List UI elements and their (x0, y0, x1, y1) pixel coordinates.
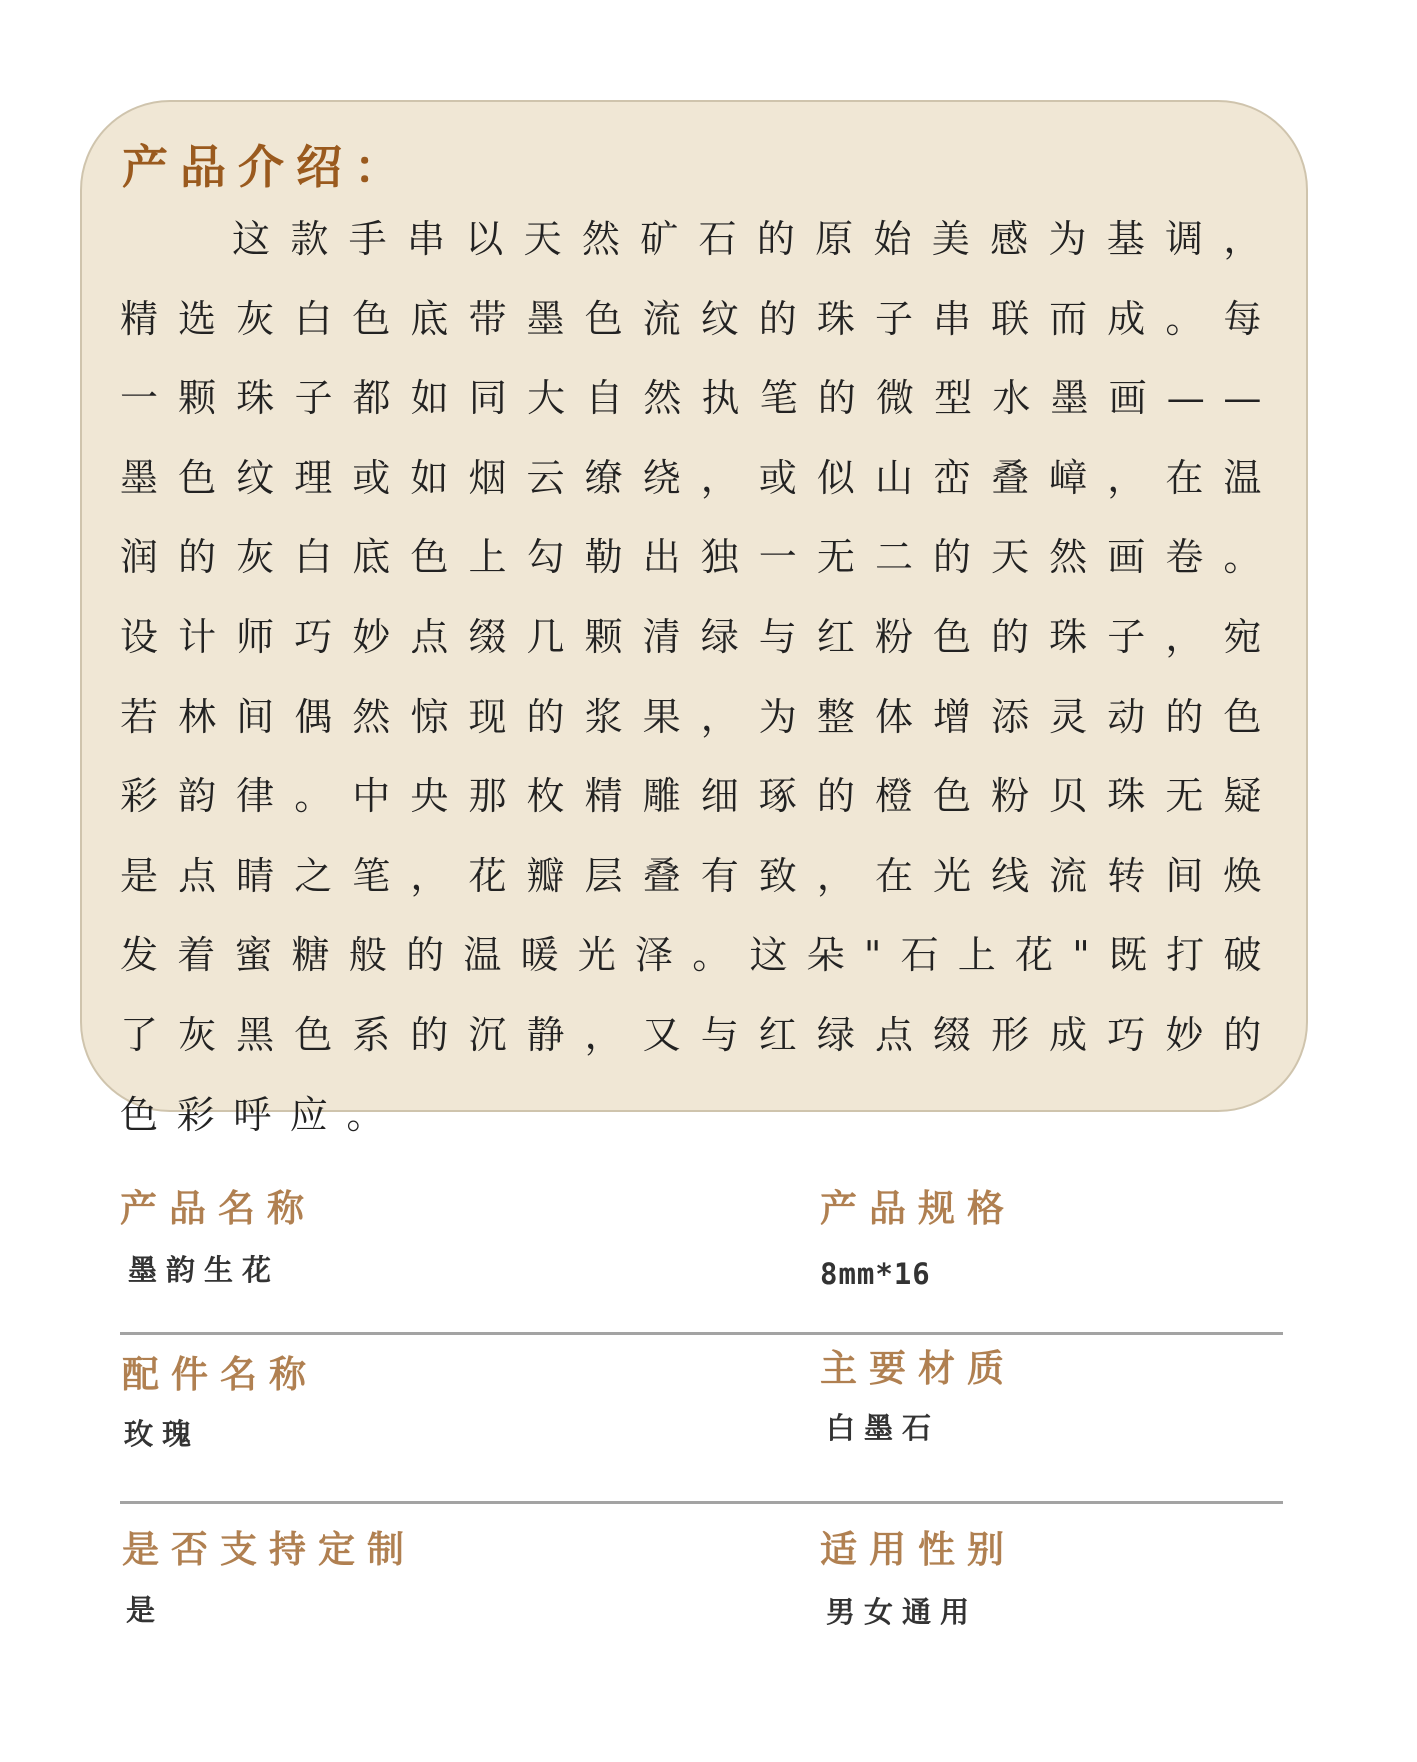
product-name-label: 产品名称 (120, 1186, 316, 1230)
gender-label: 适用性别 (820, 1527, 1016, 1571)
gender-value: 男女通用 (826, 1595, 979, 1629)
product-size-value: 8mm*16 (820, 1257, 931, 1291)
customizable-label: 是否支持定制 (122, 1527, 416, 1571)
intro-heading: 产品介绍： (122, 140, 412, 194)
main-material-value: 白墨石 (826, 1411, 941, 1445)
spec-divider (120, 1501, 1283, 1504)
intro-body-text: 这款手串以天然矿石的原始美感为基调，精选灰白色底带墨色流纹的珠子串联而成。每一颗珠子都如同大自然执笔的微型水墨画——墨色纹理或如烟云缭绕，或似山峦叠嶂，在温润的灰白底色上勾勒出独一无二的天然画卷。设计师巧妙点缀几颗清绿与红粉色的珠子，宛若林间偶然惊现的浆果，为整体增添灵动的色彩韵律。中央那枚精雕细琢的橙色粉贝珠无疑是点睛之笔，花瓣层叠有致，在光线流转间焕发着蜜糖般的温暖光泽。这朵"石上花"既打破了灰黑色系的沉静，又与红绿点缀形成巧妙的色彩呼应。 (120, 217, 1280, 1137)
customizable-value: 是 (126, 1593, 165, 1627)
spec-divider (120, 1332, 1283, 1335)
product-name-value: 墨韵生花 (128, 1253, 281, 1287)
main-material-label: 主要材质 (820, 1346, 1016, 1390)
product-size-label: 产品规格 (820, 1186, 1016, 1230)
product-intro-card (80, 100, 1308, 1137)
accessory-name-label: 配件名称 (122, 1352, 318, 1396)
accessory-name-value: 玫瑰 (124, 1417, 201, 1451)
